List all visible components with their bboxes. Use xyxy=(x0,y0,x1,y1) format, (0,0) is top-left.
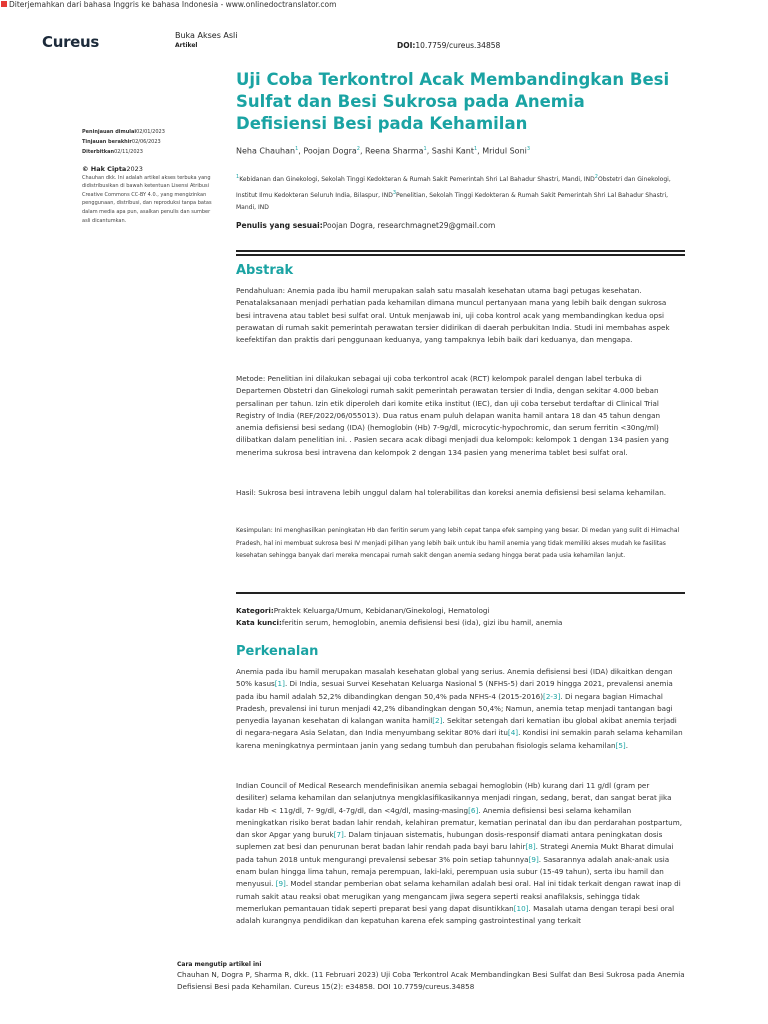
paragraph-text: . Sekitar setengah dari kematian ibu global akibat anemia terjadi di negara-negara Asia Selatan, dan India menyumbang sekitar 80% dari itu xyxy=(236,716,677,738)
paragraph-text: . Model standar pemberian obat selama kehamilan adalah besi oral. Hal ini tidak terkait dengan rawat inap di rumah sakit atau reaksi obat merugikan yang mengancam jiwa segera seperti reaksi anafilaksis, sehingga tidak memerlukan pemantauan tidak seperti preparat besi yang dapat disuntikkan xyxy=(236,879,681,913)
paragraph-text: . Di negara bagian Himachal Pradesh, prevalensi ini turun menjadi 42,2% dibandingkan dengan 50,4%; Namun, anemia tetap menjadi tantangan bagi penyedia layanan kesehatan di kalangan wanita hamil xyxy=(236,691,673,726)
corresponding-author: Penulis yang sesuai:Poojan Dogra, researchmagnet29@gmail.com xyxy=(236,221,496,230)
divider xyxy=(236,592,685,594)
copyright-heading: © Hak Cipta2023 xyxy=(82,165,143,173)
reference-link[interactable]: [8] xyxy=(525,842,536,852)
affiliation-text: Penelitian, Sekolah Tinggi Kedokteran & Rumah Sakit Pemerintah Shri Lal Bahadur Shastri, Mandi, IND xyxy=(236,191,669,211)
divider xyxy=(236,254,685,256)
doi-value: 10.7759/cureus.34858 xyxy=(415,41,501,50)
abstract-heading: Abstrak xyxy=(236,263,294,278)
translation-notice-text: Diterjemahkan dari bahasa Inggris ke bahasa Indonesia - www.onlinedoctranslator.com xyxy=(9,0,337,9)
article-title: Uji Coba Terkontrol Acak Membandingkan Besi Sulfat dan Besi Sukrosa pada Anemia Defisiensi Besi pada Kehamilan xyxy=(236,70,670,133)
citation-heading: Cara mengutip artikel ini xyxy=(177,961,262,968)
paragraph-text: . Di India, sesuai Survei Kesehatan Keluarga Nasional 5 (NFHS-5) dari 2019 hingga 2021, prevalensi anemia pada ibu hamil adalah 52,2% dibandingkan dengan 50,4% pada NFHS-4 (2015-2016) xyxy=(236,679,673,701)
published-date: Diterbitkan02/11/2023 xyxy=(82,149,143,155)
paragraph-text: . Kondisi ini semakin parah selama kehamilan karena meningkatnya permintaan janin yang sedang tumbuh dan perubahan fisiologis selama kehamilan xyxy=(236,728,683,750)
author-affiliation-marker: 1 xyxy=(295,146,299,152)
reference-link[interactable]: [9] xyxy=(275,879,286,889)
author-name[interactable]: Sashi Kant xyxy=(431,146,474,156)
abstract-methods: Metode: Penelitian ini dilakukan sebagai uji coba terkontrol acak (RCT) kelompok paralel dengan label terbuka di Departemen Obstetri dan Ginekologi rumah sakit pemerintah perawatan tersier di India, dengan sekitar 4.000 beban persalinan per tahun. Izin etik diperoleh dari komite etika institut (IEC), dan uji coba tersebut terdaftar di Clinical Trial Registry of India (REF/2022/06/055013). Dua ratus enam puluh delapan wanita hamil antara 18 dan 45 tahun dengan anemia defisiensi besi sedang (IDA) (hemoglobin (Hb) 7-9g/dl, microcytic-hypochromic, dan serum ferritin <30ng/ml) dilibatkan dalam penelitian ini. . Pasien secara acak dibagi menjadi dua kelompok: kelompok 1 dengan 134 pasien yang menerima sukrosa besi intravena dan kelompok 2 dengan 134 pasien yang menerima tablet besi sulfat oral. xyxy=(236,374,669,457)
paragraph-text: . Dalam tinjauan sistematis, hubungan dosis-responsif diamati antara peningkatan dosis suplemen zat besi dan penurunan berat badan lahir rendah pada bayi baru lahir xyxy=(236,830,663,852)
author-affiliation-marker: 1 xyxy=(473,146,478,152)
reference-link[interactable]: [5] xyxy=(615,740,626,750)
article-type: Artikel xyxy=(175,42,198,49)
author-name[interactable]: Reena Sharma xyxy=(365,146,424,156)
affiliation-marker: 1 xyxy=(236,174,240,180)
author-affiliation-marker: 3 xyxy=(526,146,531,152)
paragraph-text: . Strategi Anemia Mukt Bharat dimulai pada tahun 2018 untuk mengurangi prevalensi sebesar 3% poin setiap tahunnya xyxy=(236,842,674,864)
author-affiliation-marker: 2 xyxy=(356,146,360,152)
doi[interactable] xyxy=(397,41,500,50)
citation-text: Chauhan N, Dogra P, Sharma R, dkk. (11 Februari 2023) Uji Coba Terkontrol Acak Membandingkan Besi Sulfat dan Besi Sukrosa pada Anemia Defisiensi Besi pada Kehamilan. Cureus 15(2): e34858. DOI 10.7759/cureus.34858 xyxy=(177,970,685,991)
reference-link[interactable]: [6] xyxy=(468,805,479,815)
copyright-text: Chauhan dkk. Ini adalah artikel akses terbuka yang didistribusikan di bawah ketentuan Lisensi Atribusi Creative Commons CC-BY 4.0., yang mengizinkan penggunaan, distribusi, dan reproduksi tanpa batas dalam media apa pun, asalkan penulis dan sumber asli dicantumkan. xyxy=(82,174,212,224)
paragraph-text: . Sasarannya adalah anak-anak usia enam bulan hingga lima tahun, remaja perempuan, laki-laki, perempuan usia subur (15-49 tahun), serta ibu hamil dan menyusui. xyxy=(236,854,670,889)
reference-link[interactable]: [10] xyxy=(513,903,529,913)
doi-label: DOI: xyxy=(397,41,416,50)
citation-block xyxy=(177,960,697,992)
affiliation-text: Obstetri dan Ginekologi, Institut Ilmu Kedokteran Seluruh India, Bilaspur, IND xyxy=(236,176,671,199)
reference-link[interactable]: [4] xyxy=(507,728,519,738)
paragraph-text: . xyxy=(625,740,629,750)
affiliation-marker: 3 xyxy=(392,189,397,196)
translation-notice[interactable] xyxy=(0,0,336,9)
affiliations xyxy=(236,171,688,215)
abstract-intro: Pendahuluan: Anemia pada ibu hamil merupakan salah satu masalah kesehatan utama bagi petugas kesehatan. Penatalaksanaan menjadi perhatian pada kehamilan dimana muncul pertanyaan mana yang lebih baik dengan sukrosa besi intravena atau tablet besi sulfat oral. Untuk menjawab ini, uji coba kontrol acak yang membandingkan kedua opsi perawatan di rumah sakit pemerintah perawatan tersier didirikan di daerah perbukitan India. Studi ini membahas aspek keefektifan dan praktis dari penggunaan keduanya, yang tampaknya lebih baik dari keduanya, dan mengapa. xyxy=(236,286,670,345)
copyright-block xyxy=(82,165,217,225)
author-name[interactable]: Poojan Dogra xyxy=(303,146,357,156)
reference-link[interactable]: [2-3] xyxy=(543,691,561,701)
paragraph-text: . Masalah utama dengan terapi besi oral adalah kurangnya pendidikan dan kepatuhan karena efek samping gastrointestinal yang terkait xyxy=(236,903,675,926)
introduction-paragraph-2 xyxy=(236,780,683,928)
reference-link[interactable]: [9] xyxy=(528,854,539,864)
author-list: Neha Chauhan$^1$, Poojan Dogra$^2$, Reena Sharma$^1$, Sashi Kant$^1$, Mridul Soni$^3$ xyxy=(236,146,531,156)
divider xyxy=(236,250,685,252)
author-name[interactable]: Mridul Soni xyxy=(482,146,527,156)
abstract-conclusion: Kesimpulan: Ini menghasilkan peningkatan Hb dan feritin serum yang lebih cepat tanpa efek samping yang besar. Di medan yang sulit di Himachal Pradesh, hal ini membuat sukrosa besi IV menjadi pilihan yang lebih baik untuk ibu hamil anemia yang tidak memiliki akses mudah ke fasilitas kesehatan sehingga banyak dari mereka mencapai rumah sakit dengan anemia sedang hingga berat pada usia kehamilan lanjut. xyxy=(236,527,680,559)
paragraph-text: Anemia pada ibu hamil merupakan masalah kesehatan global yang serius. Anemia defisiensi besi (IDA) dikaitkan dengan 50% kasus xyxy=(236,667,673,689)
keywords: Kata kunci:feritin serum, hemoglobin, anemia defisiensi besi (ida), gizi ibu hamil, anemia xyxy=(236,618,563,627)
translator-icon xyxy=(1,1,7,7)
corresponding-email[interactable]: Poojan Dogra, researchmagnet29@gmail.com xyxy=(322,221,496,230)
reference-link[interactable]: [2] xyxy=(432,716,443,726)
reference-link[interactable]: [1] xyxy=(274,679,285,689)
review-dates xyxy=(82,127,222,157)
paragraph-text: Indian Council of Medical Research mendefinisikan anemia sebagai hemoglobin (Hb) kurang dari 11 g/dl (gram per desiliter) selama kehamilan dan selanjutnya mengklasifikasikannya menjadi ringan, sedang, berat, dan sangat berat jika kadar Hb < 11g/dl, 7- 9g/dl, 4-7g/dl, dan <4g/dl, masing-masing xyxy=(236,781,672,815)
reference-link[interactable]: [7] xyxy=(333,830,344,840)
author-affiliation-marker: 1 xyxy=(423,146,427,152)
affiliation-marker: 2 xyxy=(594,174,598,180)
abstract-results: Hasil: Sukrosa besi intravena lebih unggul dalam hal tolerabilitas dan koreksi anemia defisiensi besi selama kehamilan. xyxy=(236,488,667,497)
review-end: Tinjauan berakhir02/06/2023 xyxy=(82,139,161,145)
categories: Kategori:Praktek Keluarga/Umum, Kebidanan/Ginekologi, Hematologi xyxy=(236,606,490,615)
paragraph-text: . Anemia defisiensi besi selama kehamilan meningkatkan risiko berat badan lahir rendah, kelahiran prematur, kematian perinatal dan ibu dan perdarahan postpartum, dan skor Apgar yang buruk xyxy=(236,805,683,840)
journal-logo[interactable]: Cureus xyxy=(42,33,100,51)
introduction-paragraph-1 xyxy=(236,666,683,752)
introduction-heading: Perkenalan xyxy=(236,644,319,659)
author-name[interactable]: Neha Chauhan xyxy=(236,146,296,156)
affiliation-text: Kebidanan dan Ginekologi, Sekolah Tinggi Kedokteran & Rumah Sakit Pemerintah Shri Lal Bahadur Shastri, Mandi, IND xyxy=(239,176,595,183)
open-access-label: Buka Akses Asli xyxy=(175,31,238,40)
review-start: Peninjauan dimulai02/01/2023 xyxy=(82,129,165,135)
